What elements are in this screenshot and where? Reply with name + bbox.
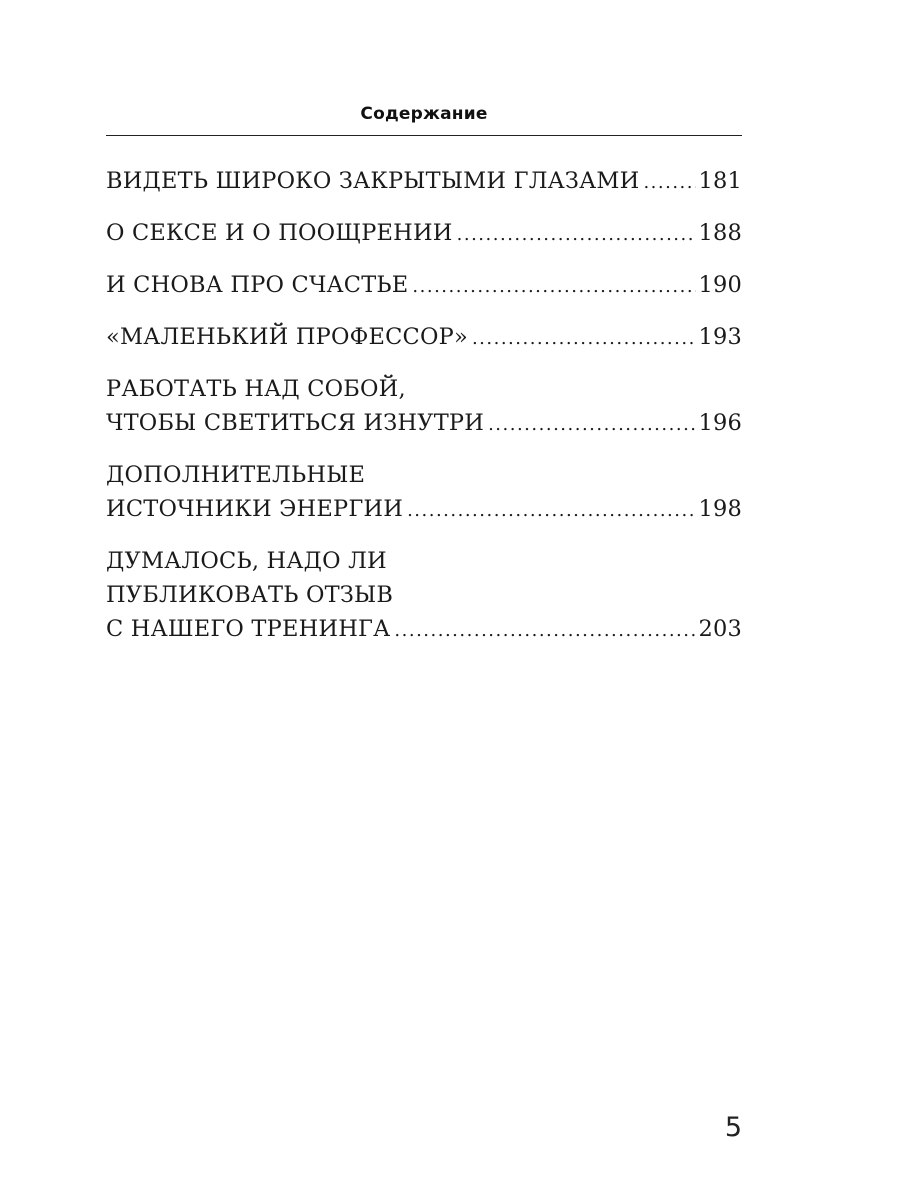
toc-entry-title-line: ДОПОЛНИТЕЛЬНЫЕ	[106, 462, 366, 488]
toc-entry-page: 193	[698, 324, 742, 350]
toc-entry-title: ВИДЕТЬ ШИРОКО ЗАКРЫТЫМИ ГЛАЗАМИ	[106, 168, 640, 194]
dot-leader	[472, 322, 697, 356]
toc-entry-page: 203	[698, 616, 742, 642]
toc-entry[interactable]	[106, 320, 742, 356]
page-number: 5	[724, 1112, 742, 1143]
toc-entry-title: И СНОВА ПРО СЧАСТЬЕ	[106, 272, 409, 298]
toc-entry-title: С НАШЕГО ТРЕНИНГА	[106, 616, 391, 642]
running-header: Содержание	[360, 104, 488, 124]
dot-leader	[407, 494, 696, 528]
toc-entry-title-line: ПУБЛИКОВАТЬ ОТЗЫВ	[106, 582, 394, 608]
toc-entry[interactable]	[106, 164, 742, 200]
toc-entry-title-line: РАБОТАТЬ НАД СОБОЙ,	[106, 376, 406, 402]
table-of-contents	[106, 164, 742, 664]
toc-entry-page: 196	[698, 410, 742, 436]
header-rule	[106, 135, 742, 136]
toc-entry-page: 198	[698, 496, 742, 522]
toc-entry-title: О СЕКСЕ И О ПООЩРЕНИИ	[106, 220, 453, 246]
toc-entry-page: 181	[698, 168, 742, 194]
toc-entry-title: ЧТОБЫ СВЕТИТЬСЯ ИЗНУТРИ	[106, 410, 485, 436]
dot-leader	[412, 270, 696, 304]
toc-entry-title: ИСТОЧНИКИ ЭНЕРГИИ	[106, 496, 404, 522]
toc-entry[interactable]	[106, 458, 742, 528]
toc-entry[interactable]	[106, 268, 742, 304]
toc-entry[interactable]	[106, 372, 742, 442]
toc-entry-page: 190	[698, 272, 742, 298]
toc-entry[interactable]	[106, 544, 742, 648]
toc-entry[interactable]	[106, 216, 742, 252]
toc-entry-title: «МАЛЕНЬКИЙ ПРОФЕССОР»	[106, 324, 468, 350]
dot-leader	[457, 218, 697, 252]
toc-entry-title-line: ДУМАЛОСЬ, НАДО ЛИ	[106, 548, 387, 574]
dot-leader	[488, 408, 696, 442]
dot-leader	[394, 614, 696, 648]
dot-leader	[643, 166, 696, 200]
toc-entry-page: 188	[698, 220, 742, 246]
